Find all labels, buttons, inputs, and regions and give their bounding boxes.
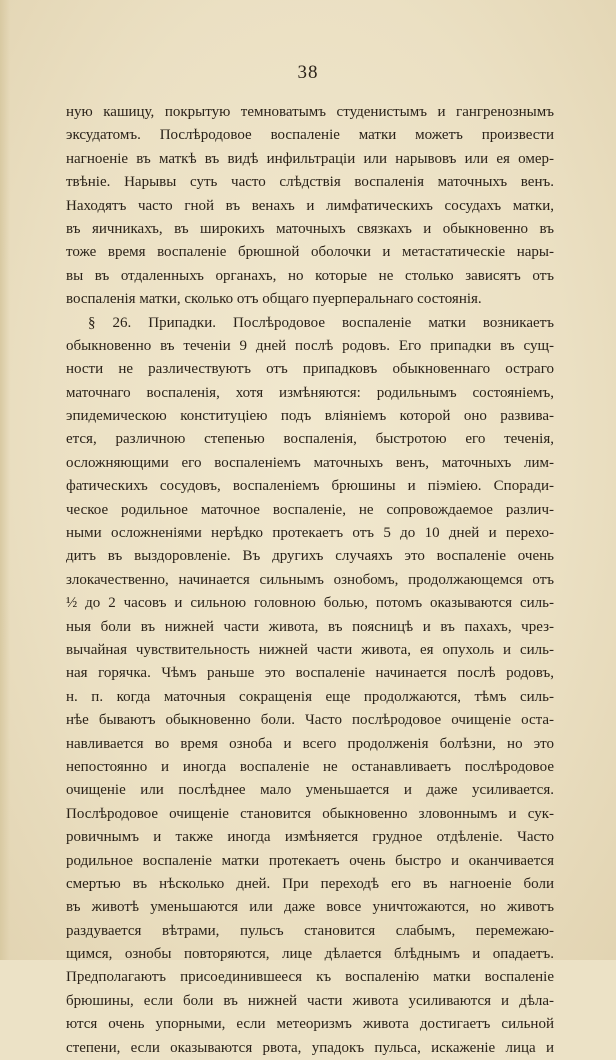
text-line: Послѣродовое очищеніе становится обыкновенно зловоннымъ и сук- xyxy=(66,805,554,822)
text-line: въ животѣ уменьшаются или даже вовсе уничтожаются, но животъ xyxy=(66,899,554,916)
text-line: нагноеніе въ маткѣ въ видѣ инфильтраціи или нарывовъ или ея омер- xyxy=(66,150,554,167)
text-line: дитъ въ выздоровленіе. Въ другихъ случаяхъ это воспаленіе очень xyxy=(66,548,554,565)
text-line: щимся, ознобы повторяются, лице дѣлается блѣднымъ и опадаетъ. xyxy=(66,946,554,963)
text-line: нѣе бываютъ обыкновенно боли. Часто послѣродовое очищеніе оста- xyxy=(66,712,554,729)
text-line: ныя боли въ нижней части живота, въ поясницѣ и въ пахахъ, чрез- xyxy=(66,618,554,635)
text-line: Находятъ часто гной въ венахъ и лимфатическихъ сосудахъ матки, xyxy=(66,197,554,214)
text-line: ются очень упорными, если метеоризмъ живота достигаетъ сильной xyxy=(66,1016,554,1033)
text-line: ческое родильное маточное воспаленіе, не сопровождаемое различ- xyxy=(66,501,554,518)
text-line: смертью въ нѣсколько дней. При переходѣ его въ нагноеніе боли xyxy=(66,875,554,892)
text-line: навливается во время озноба и всего продолженія болѣзни, но это xyxy=(66,735,554,752)
text-line: родильное воспаленіе матки протекаетъ очень быстро и оканчивается xyxy=(66,852,554,869)
page-edge-shadow xyxy=(0,0,10,960)
text-line: ности не различествуютъ отъ припадковъ обыкновеннаго остраго xyxy=(66,361,554,378)
text-line: воспаленія матки, сколько отъ общаго пуерперальнаго состоянія. xyxy=(66,291,482,308)
text-line: брюшины, если боли въ нижней части живота усиливаются и дѣла- xyxy=(66,992,554,1009)
text-line: осложняющими его воспаленіемъ маточныхъ венъ, маточныхъ лим- xyxy=(66,454,554,471)
text-line: Предполагаютъ присоединившееся къ воспаленію матки воспаленіе xyxy=(66,969,554,986)
text-line: вы въ отдаленныхъ органахъ, но которые не столько зависятъ отъ xyxy=(66,267,554,284)
text-line: ½ до 2 часовъ и сильною головною болью, потомъ оказываются силь- xyxy=(66,595,554,612)
text-line: обыкновенно въ теченіи 9 дней послѣ родовъ. Его припадки въ сущ- xyxy=(66,337,554,354)
text-line: злокачественно, начинается сильнымъ ознобомъ, продолжающемся отъ xyxy=(66,571,554,588)
section-heading-line: § 26. Припадки. Послѣродовое воспаленіе матки возникаетъ xyxy=(88,314,554,331)
text-line: н. п. когда маточныя сокращенія еще продолжаются, тѣмъ силь- xyxy=(66,688,554,705)
text-line: раздувается вѣтрами, пульсъ становится слабымъ, перемежаю- xyxy=(66,922,554,939)
body-text xyxy=(66,101,554,1060)
text-line: ными осложненіями нерѣдко протекаетъ отъ 5 до 10 дней и перехо- xyxy=(66,525,554,542)
text-line: непостоянно и иногда воспаленіе не останавливаетъ послѣродовое xyxy=(66,758,554,775)
text-line: въ яичникахъ, въ широкихъ маточныхъ связкахъ и обыкновенно въ xyxy=(66,220,554,237)
text-line: вычайная чувствительность нижней части живота, ея опухоль и силь- xyxy=(66,641,554,658)
text-line: ная горячка. Чѣмъ раньше это воспаленіе начинается послѣ родовъ, xyxy=(66,665,554,682)
text-line: эпидемическою конституціею подъ вліяніемъ которой оно развива- xyxy=(66,408,554,425)
text-line: эксудатомъ. Послѣродовое воспаленіе матки можетъ произвести xyxy=(66,127,554,144)
page-number: 38 xyxy=(297,62,319,83)
text-line: очищеніе или послѣднее мало уменьшается и даже усиливается. xyxy=(66,782,554,799)
text-line: маточнаго воспаленія, хотя измѣняются: родильнымъ состояніемъ, xyxy=(66,384,554,401)
text-line: фатическихъ сосудовъ, воспаленіемъ брюшины и піэміею. Споради- xyxy=(66,478,554,495)
text-line: ется, различною степенью воспаленія, быстротою его теченія, xyxy=(66,431,554,448)
text-line: ровичнымъ и также иногда измѣняется грудное отдѣленіе. Часто xyxy=(66,829,554,846)
text-line: тоже время воспаленіе брюшной оболочки и метастатическіе нары- xyxy=(66,244,554,261)
text-line: степени, если оказываются рвота, упадокъ пульса, искаженіе лица и xyxy=(66,1039,554,1056)
text-line: ную кашицу, покрытую темноватымъ студенистымъ и гангренознымъ xyxy=(66,104,554,120)
text-line: твѣніе. Нарывы суть часто слѣдствія воспаленія маточныхъ венъ. xyxy=(66,174,554,191)
